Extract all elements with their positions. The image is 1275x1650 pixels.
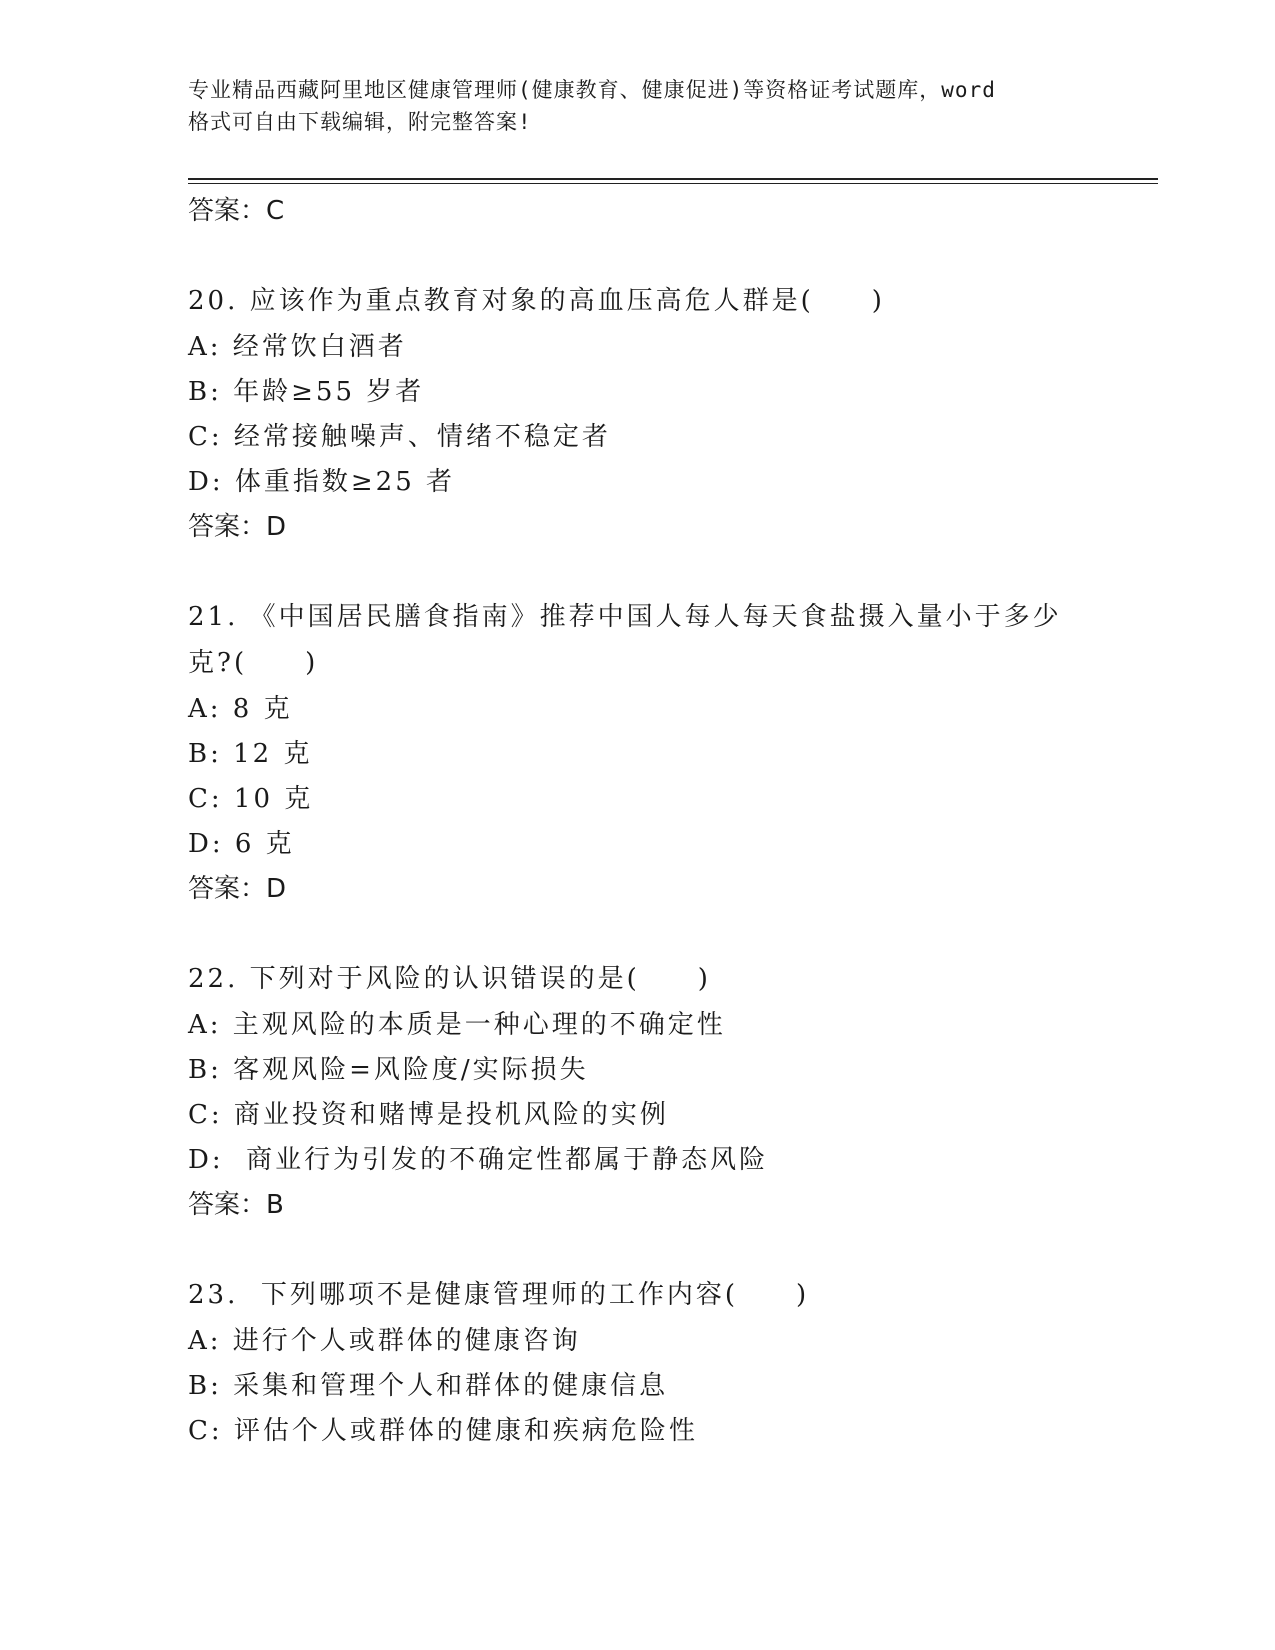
answer-line: 答案：D xyxy=(188,874,287,904)
answer-line: 答案：C xyxy=(188,196,285,226)
option-b: B: 采集和管理个人和群体的健康信息 xyxy=(188,1371,669,1401)
header-line-2: 格式可自由下载编辑，附完整答案! xyxy=(188,110,532,134)
question-text: 22. 下列对于风险的认识错误的是( ) xyxy=(188,964,711,994)
document-body xyxy=(188,188,1148,1453)
option-a: A: 进行个人或群体的健康咨询 xyxy=(188,1326,581,1356)
option-d: D: 商业行为引发的不确定性都属于静态风险 xyxy=(188,1145,769,1175)
option-c: C: 经常接触噪声、情绪不稳定者 xyxy=(188,422,611,452)
question-text: 21. 《中国居民膳食指南》推荐中国人每人每天食盐摄入量小于多少克?( ) xyxy=(188,602,1062,678)
option-a: A: 经常饮白酒者 xyxy=(188,332,407,362)
header-divider-thin xyxy=(188,183,1158,184)
question-22 xyxy=(188,956,1148,1228)
option-b: B: 年龄≥55 岁者 xyxy=(188,377,425,407)
question-text: 20. 应该作为重点教育对象的高血压高危人群是( ) xyxy=(188,286,885,316)
option-d: D: 体重指数≥25 者 xyxy=(188,467,456,497)
option-c: C: 评估个人或群体的健康和疾病危险性 xyxy=(188,1416,698,1446)
option-a: A: 8 克 xyxy=(188,694,293,724)
option-a: A: 主观风险的本质是一种心理的不确定性 xyxy=(188,1010,726,1040)
question-21 xyxy=(188,594,1148,912)
option-d: D: 6 克 xyxy=(188,829,295,859)
option-c: C: 10 克 xyxy=(188,784,314,814)
question-23 xyxy=(188,1272,1148,1453)
document-header xyxy=(188,74,1088,138)
option-b: B: 客观风险=风险度/实际损失 xyxy=(188,1055,589,1085)
header-divider-thick xyxy=(188,178,1158,180)
header-line-1: 专业精品西藏阿里地区健康管理师(健康教育、健康促进)等资格证考试题库，word xyxy=(188,78,996,102)
option-b: B: 12 克 xyxy=(188,739,313,769)
question-20 xyxy=(188,278,1148,550)
option-c: C: 商业投资和赌博是投机风险的实例 xyxy=(188,1100,669,1130)
answer-line: 答案：D xyxy=(188,512,287,542)
answer-line: 答案：B xyxy=(188,1190,284,1220)
question-text: 23. 下列哪项不是健康管理师的工作内容( ) xyxy=(188,1280,810,1310)
